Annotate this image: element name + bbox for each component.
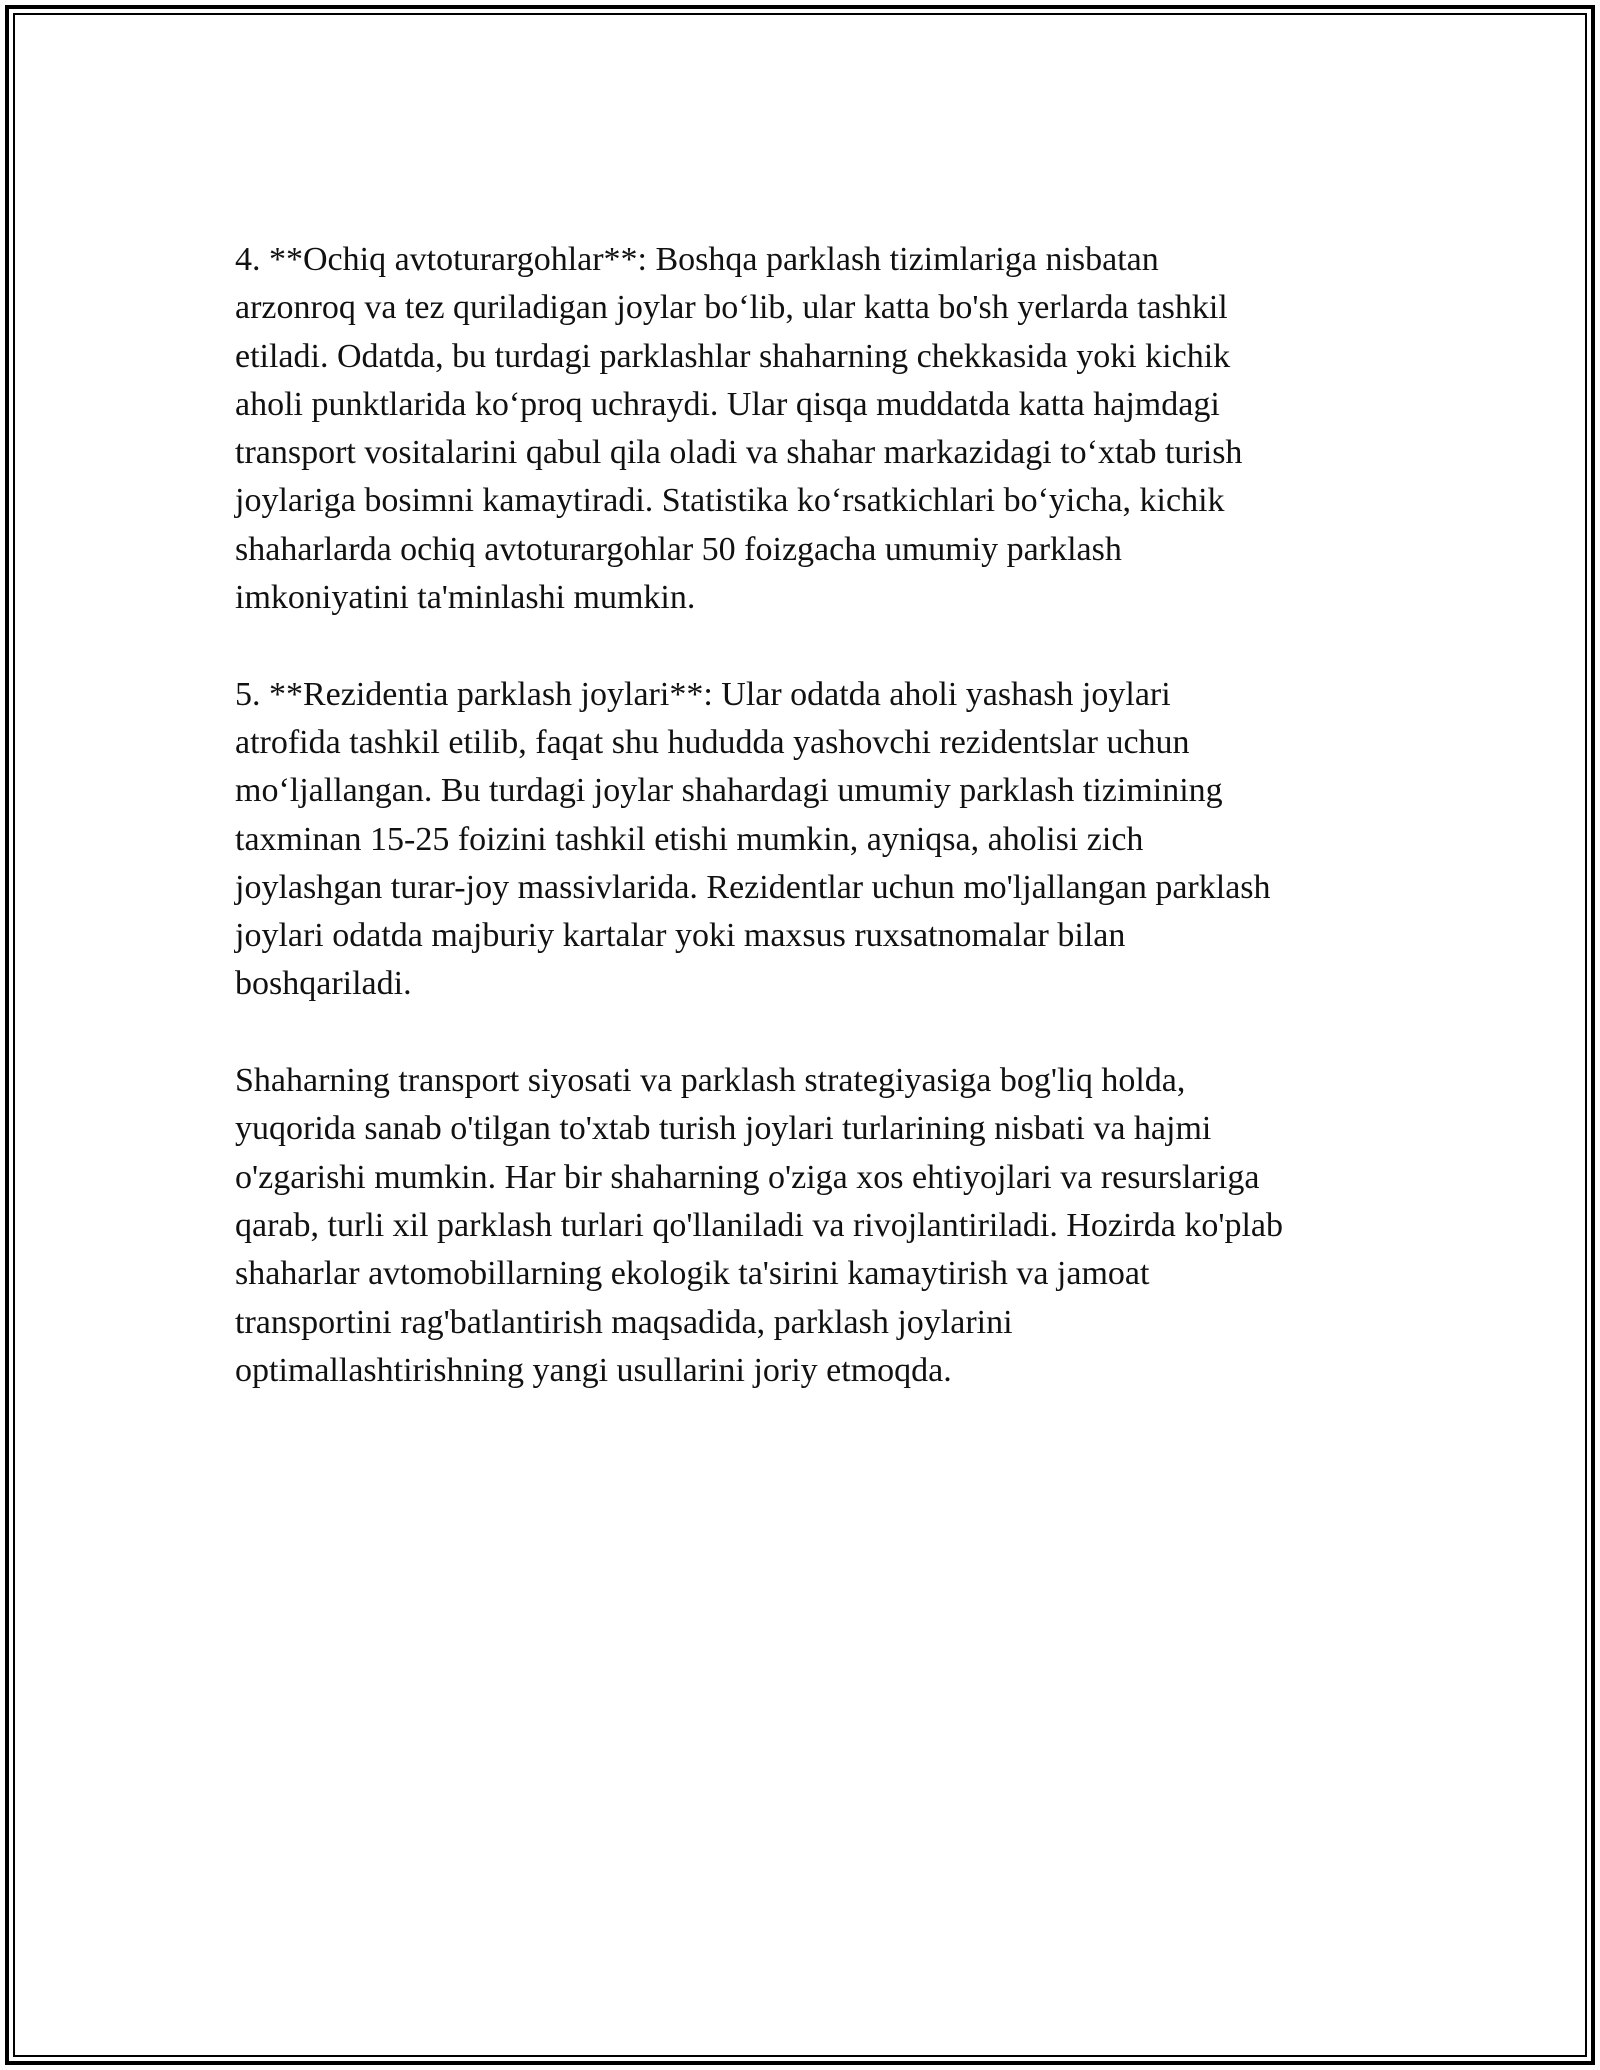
paragraph-open-parking: 4. **Ochiq avtoturargohlar**: Boshqa parklash tizimlariga nisbatan arzonroq va tez quriladigan joylar bo‘lib, ular katta bo'sh yerlarda tashkil etiladi. Odatda, bu turdagi parklashlar shaharning chekkasida yoki kichik aholi punktlarida ko‘proq uchraydi. Ular qisqa muddatda katta hajmdagi transport vositalarini qabul qila oladi va shahar markazidagi to‘xtab turish joylariga bosimni kamaytiradi. Statistika ko‘rsatkichlari bo‘yicha, kichik shaharlarda ochiq avtoturargohlar 50 foizgacha umumiy parklash imkoniyatini ta'minlashi mumkin.	[235, 241, 1243, 617]
document-body	[235, 236, 1385, 1443]
paragraph-residential-parking: 5. **Rezidentia parklash joylari**: Ular odatda aholi yashash joylari atrofida tashkil etilib, faqat shu hududda yashovchi rezidentslar uchun mo‘ljallangan. Bu turdagi joylar shahardagi umumiy parklash tizimining taxminan 15-25 foizini tashkil etishi mumkin, ayniqsa, aholisi zich joylashgan turar-joy massivlarida. Rezidentlar uchun mo'ljallangan parklash joylari odatda majburiy kartalar yoki maxsus ruxsatnomalar bilan boshqariladi.	[235, 675, 1271, 1003]
paragraph-transport-policy: Shaharning transport siyosati va parklash strategiyasiga bog'liq holda, yuqorida sanab o'tilgan to'xtab turish joylari turlarining nisbati va hajmi o'zgarishi mumkin. Har bir shaharning o'ziga xos ehtiyojlari va resurslariga qarab, turli xil parklash turlari qo'llaniladi va rivojlantiriladi. Hozirda ko'plab shaharlar avtomobillarning ekologik ta'sirini kamaytirish va jamoat transportini rag'batlantirish maqsadida, parklash joylarini optimallashtirishning yangi usullarini joriy etmoqda.	[235, 1062, 1284, 1389]
